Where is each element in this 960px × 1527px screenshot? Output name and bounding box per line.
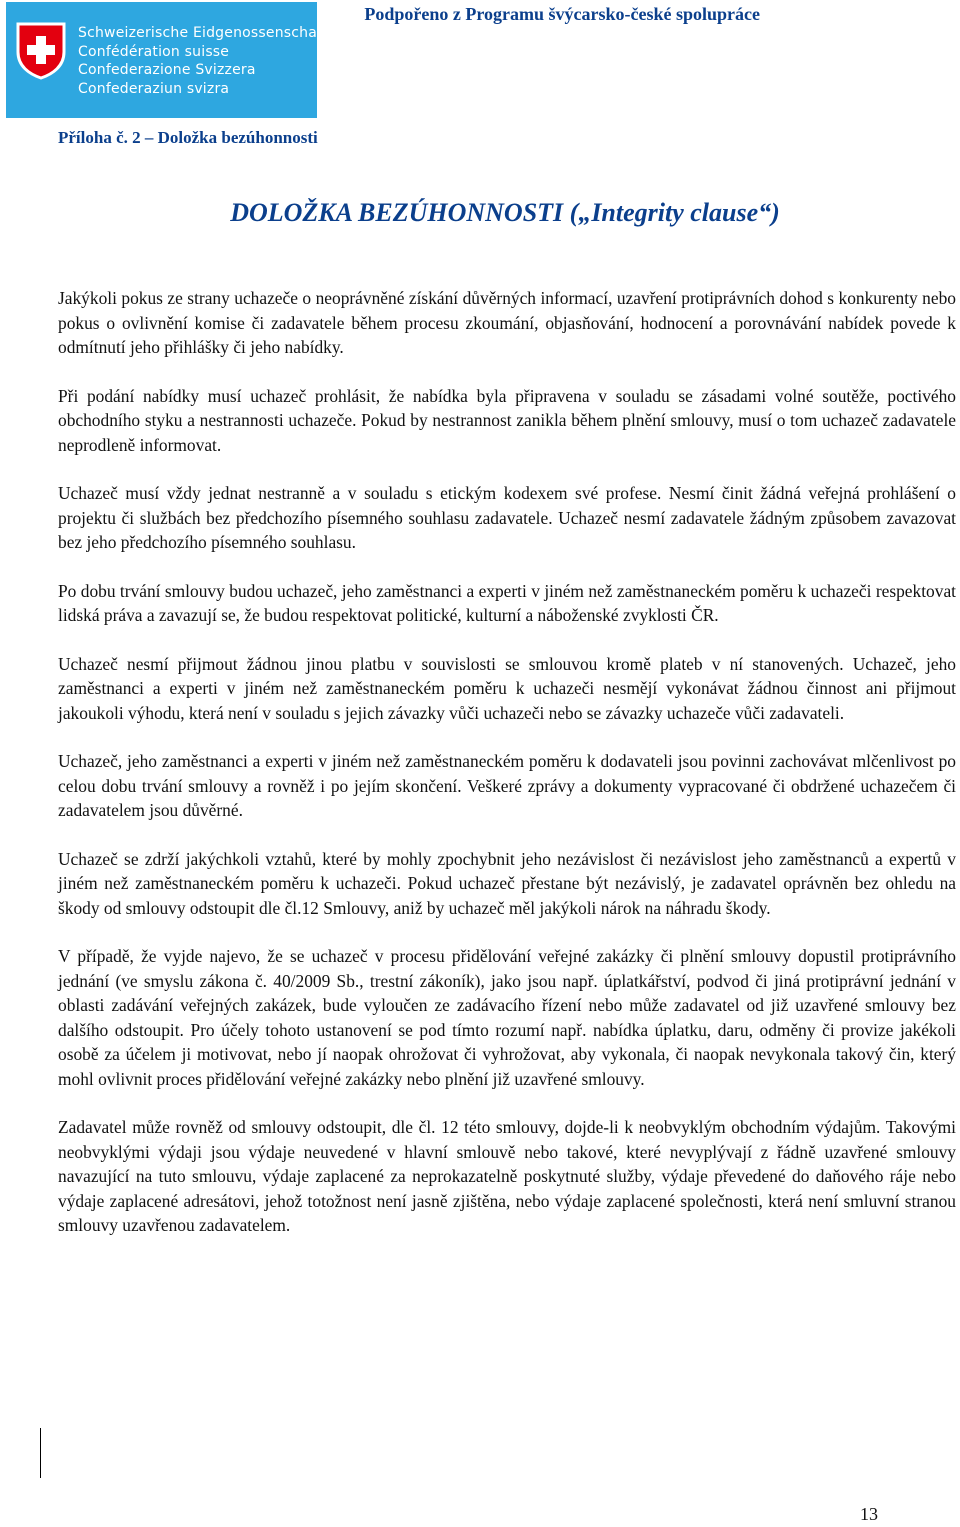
paragraph: Zadavatel může rovněž od smlouvy odstoupit, dle čl. 12 této smlouvy, dojde-li k neobvyklým obchodním výdajům. Takovými neobvyklými výdaji jsou výdaje neuvedené v hlavní smlouvě nebo takové, které nevyplývají z řádně uzavřené smlouvy navazující na tuto smlouvu, výdaje zaplacené za neprokazatelně poskytnuté služby, výdaje převedené do daňového ráje nebo výdaje zaplacené adresátovi, jehož totožnost není jasně zjištěna, nebo výdaje zaplacené společnosti, která není smluvní stranou smlouvy uzavřenou zadavatelem.: [58, 1117, 956, 1235]
swiss-confederation-logo: [6, 2, 328, 118]
logo-line-romansh: Confederaziun svizra: [78, 80, 230, 97]
logo-line-french: Confédération suisse: [78, 43, 230, 60]
annex-label: Příloha č. 2 – Doložka bezúhonnosti: [58, 128, 318, 147]
paragraph: Jakýkoli pokus ze strany uchazeče o neoprávněné získání důvěrných informací, uzavření protiprávních dohod s konkurenty nebo pokus o ovlivnění komise či zadavatele během procesu zkoumání, objasňování, hodnocení a porovnávání nabídek povede k odmítnutí jeho přihlášky či jeho nabídky.: [58, 288, 956, 357]
program-support-header: Podpořeno z Programu švýcarsko-české spolupráce: [364, 4, 760, 24]
margin-change-bar: [40, 1428, 41, 1478]
paragraph: Uchazeč nesmí přijmout žádnou jinou platbu v souvislosti se smlouvou kromě plateb v ní stanovených. Uchazeč, jeho zaměstnanci a experti v jiném než zaměstnaneckém poměru k uchazeči nesmějí vykonávat žádnou činnost ani přijmout jakoukoli výhodu, která není v souladu s jejich závazky vůči uchazeči nebo se závazky uchazeče vůči zadavateli.: [58, 653, 956, 723]
document-body: [58, 286, 956, 1262]
logo-text: [78, 24, 328, 98]
paragraph: Uchazeč musí vždy jednat nestranně a v souladu s etickým kodexem své profese. Nesmí činit žádná veřejná prohlášení o projektu či službách bez předchozího písemného souhlasu zadavatele. Uchazeč nesmí zadavatele žádným způsobem zavazovat bez jeho předchozího písemného souhlasu.: [58, 483, 956, 552]
swiss-shield-icon: [16, 22, 66, 80]
paragraph: V případě, že vyjde najevo, že se uchazeč v procesu přidělování veřejné zakázky či plnění smlouvy dopustil protiprávního jednání (ve smyslu zákona č. 40/2009 Sb., trestní zákoník), jako jsou např. úplatkářství, podvod či jiná protiprávní jednání v oblasti zadávání veřejných zakázek, bude vyloučen ze zadávacího řízení nebo může zadavatel od již uzavřené smlouvy bez dalšího odstoupit. Pro účely tohoto ustanovení se pod tímto rozumí např. nabídka úplatku, daru, odměny či provize jakékoli osobě za účelem ji motivovat, nebo jí naopak ohrožovat či vyhrožovat, aby vykonala, či naopak nevykonala takový čin, který mohl ovlivnit proces přidělování veřejné zakázky nebo plnění již uzavřené smlouvy.: [58, 946, 956, 1089]
paragraph: Při podání nabídky musí uchazeč prohlásit, že nabídka byla připravena v souladu se zásadami volné soutěže, poctivého obchodního styku a nestrannosti uchazeče. Pokud by nestrannost zanikla během plnění smlouvy, musí o tom uchazeč zadavatele neprodleně informovat.: [58, 385, 956, 455]
document-title: DOLOŽKA BEZÚHONNOSTI („Integrity clause“): [230, 198, 780, 227]
logo-line-italian: Confederazione Svizzera: [78, 62, 256, 78]
paragraph: Po dobu trvání smlouvy budou uchazeč, jeho zaměstnanci a experti v jiném než zaměstnaneckém poměru k uchazeči respektovat lidská práva a zavazují se, že budou respektovat politické, kulturní a náboženské zvyklosti ČR.: [58, 580, 956, 625]
logo-line-german: Schweizerische Eidgenossenschaft: [78, 25, 328, 41]
paragraph: Uchazeč, jeho zaměstnanci a experti v jiném než zaměstnaneckém poměru k dodavateli jsou povinni zachovávat mlčenlivost po celou dobu trvání smlouvy a rovněž i po jejím skončení. Veškeré zprávy a dokumenty vypracované či obdržené uchazečem či zadavatelem jsou důvěrné.: [58, 751, 956, 820]
paragraph: Uchazeč se zdrží jakýchkoli vztahů, které by mohly zpochybnit jeho nezávislost či nezávislost jeho zaměstnanců a expertů v jiném než zaměstnaneckém poměru k uchazeči. Pokud uchazeč přestane být nezávislý, je zadavatel oprávněn bez ohledu na škody od smlouvy odstoupit dle čl.12 Smlouvy, aniž by uchazeč měl jakýkoli nárok na náhradu škody.: [58, 848, 956, 918]
page-number: 13: [860, 1504, 878, 1524]
